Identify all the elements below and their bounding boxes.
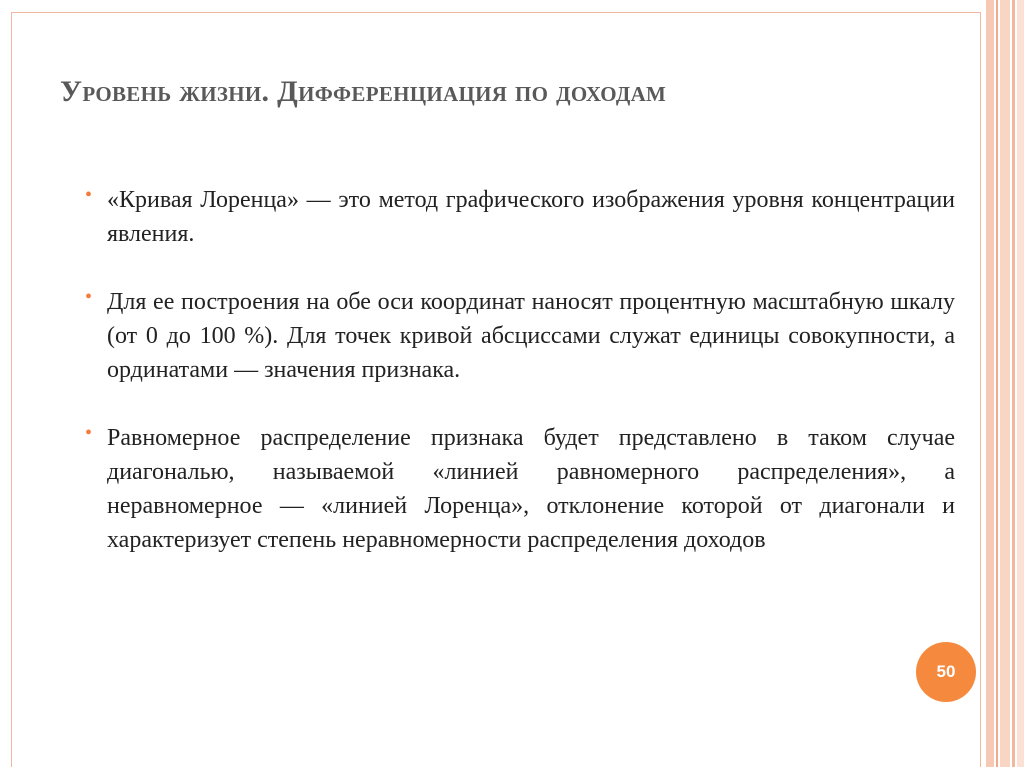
- bullet-item: [85, 285, 955, 387]
- bullet-text: Для ее построения на обе оси координат наносят процентную масштабную шкалу (от 0 до 100 %). Для точек кривой абсциссами служат единицы совокупности, а ординатами — значения признака.: [107, 289, 955, 383]
- bullet-item: [85, 183, 955, 251]
- bullet-item: [85, 421, 955, 557]
- bullet-icon: •: [85, 422, 93, 444]
- bullet-text: «Кривая Лоренца» — это метод графического изображения уровня концентрации явления.: [107, 187, 955, 247]
- decorative-stripe: [986, 0, 994, 767]
- decorative-stripe: [1012, 0, 1015, 767]
- bullet-list: [85, 183, 955, 591]
- decorative-stripe: [996, 0, 998, 767]
- slide-title: Уровень жизни. Дифференциация по доходам: [60, 75, 667, 108]
- decorative-stripe: [1017, 0, 1024, 767]
- page-number-badge: 50: [916, 642, 976, 702]
- bullet-text: Равномерное распределение признака будет представлено в таком случае диагональю, называемой «линией равномерного распределения», а неравномерное — «линией Лоренца», отклонение которой от диагонали и характеризует степень неравномерности распределения доходов: [107, 425, 955, 553]
- decorative-stripe: [1000, 0, 1010, 767]
- bullet-icon: •: [85, 286, 93, 308]
- bullet-icon: •: [85, 184, 93, 206]
